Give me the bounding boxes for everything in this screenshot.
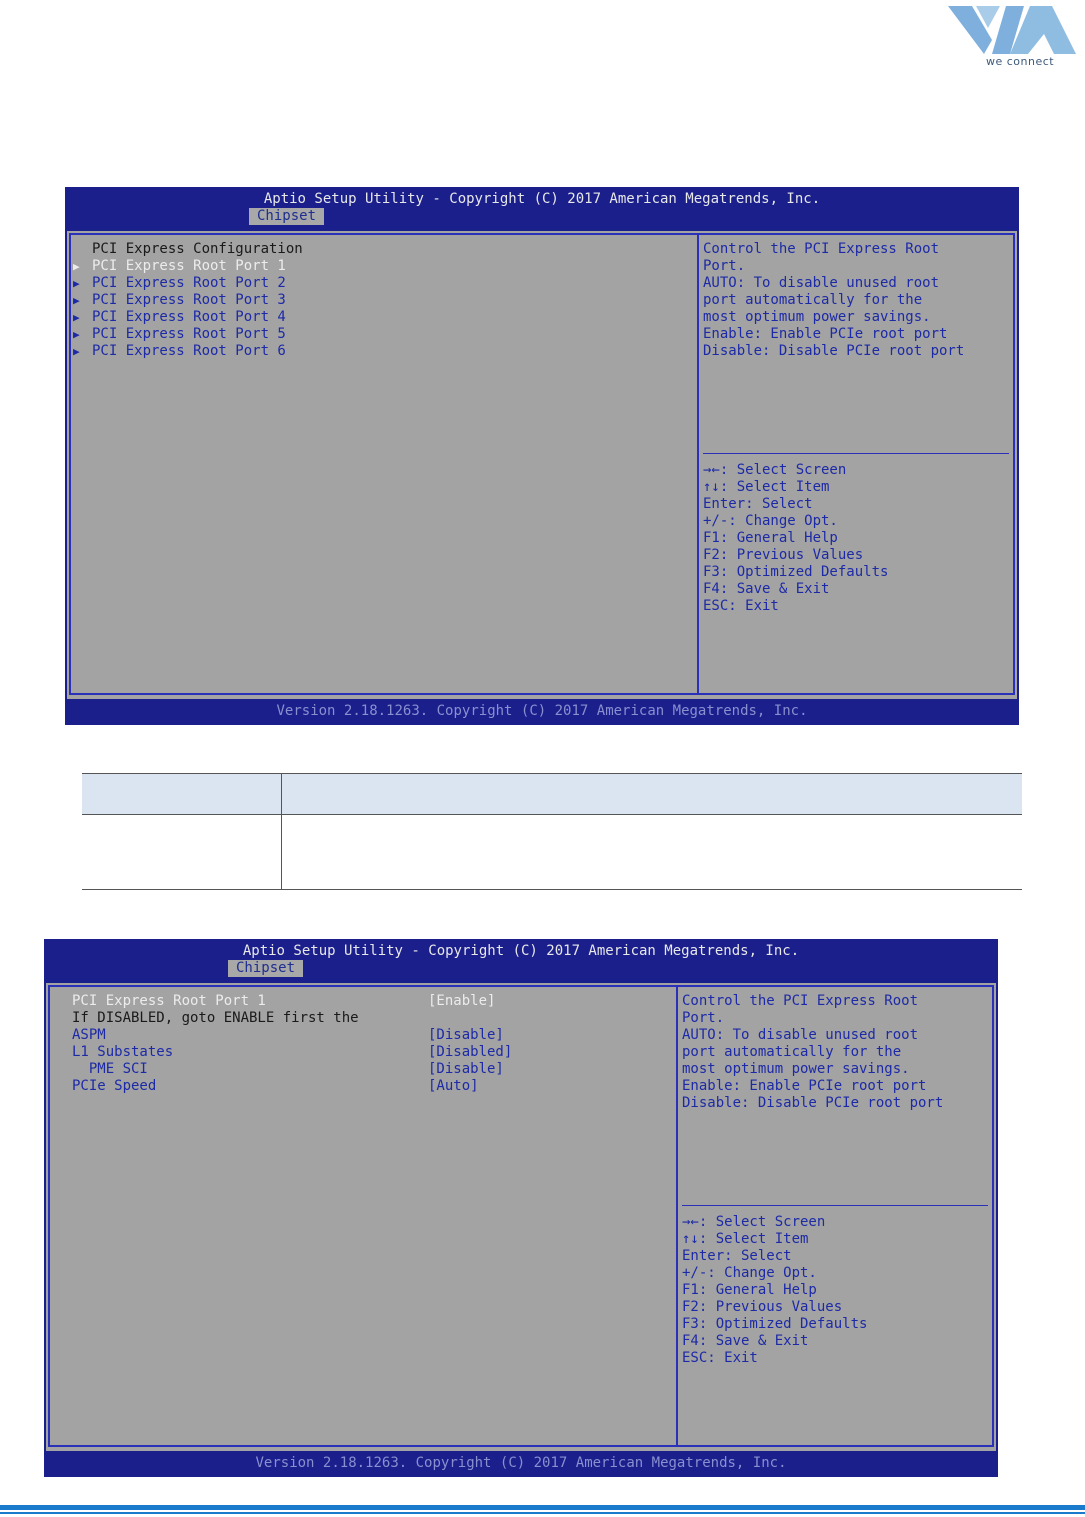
menu-heading: PCI Express Configuration (92, 241, 303, 257)
help-text-line: Enable: Enable PCIe root port (703, 326, 948, 342)
key-hint: ↑↓: Select Item (682, 1231, 809, 1247)
key-hint: Enter: Select (682, 1248, 792, 1264)
table-row (82, 814, 1022, 889)
key-hint: ESC: Exit (682, 1350, 758, 1366)
help-separator (703, 453, 1009, 454)
help-text-line: Disable: Disable PCIe root port (682, 1095, 944, 1111)
menu-item-root-port-2[interactable]: PCI Express Root Port 2 (92, 275, 286, 291)
key-hint: F3: Optimized Defaults (703, 564, 889, 580)
submenu-arrow-icon: ▶ (73, 345, 80, 358)
description-table (82, 773, 1022, 890)
submenu-arrow-icon: ▶ (73, 277, 80, 290)
help-text-line: AUTO: To disable unused root (703, 275, 940, 291)
bios-title: Aptio Setup Utility - Copyright (C) 2017 American Megatrends, Inc. (242, 943, 800, 959)
menu-item-root-port-6[interactable]: PCI Express Root Port 6 (92, 343, 286, 359)
key-hint: F4: Save & Exit (703, 581, 830, 597)
setting-value-aspm[interactable]: [Disable] (428, 1027, 504, 1043)
footer-rule-thin (0, 1512, 1085, 1514)
key-hint: →←: Select Screen (682, 1214, 826, 1230)
panel-divider (676, 985, 678, 1447)
setting-label-pcie-speed[interactable]: PCIe Speed (72, 1078, 157, 1094)
bios-footer: Version 2.18.1263. Copyright (C) 2017 American Megatrends, Inc. (255, 1455, 787, 1471)
setting-label-aspm[interactable]: ASPM (72, 1027, 106, 1043)
help-text-line: port automatically for the (703, 292, 923, 308)
menu-item-root-port-4[interactable]: PCI Express Root Port 4 (92, 309, 286, 325)
bios-title: Aptio Setup Utility - Copyright (C) 2017 American Megatrends, Inc. (263, 191, 821, 207)
key-hint: F1: General Help (703, 530, 838, 546)
submenu-arrow-icon: ▶ (73, 294, 80, 307)
help-text-line: Control the PCI Express Root (703, 241, 940, 257)
bios-screen-1 (65, 187, 1019, 725)
panel-divider (697, 233, 699, 695)
help-text-line: Disable: Disable PCIe root port (703, 343, 965, 359)
menu-item-root-port-5[interactable]: PCI Express Root Port 5 (92, 326, 286, 342)
help-text-line: most optimum power savings. (703, 309, 931, 325)
key-hint: +/-: Change Opt. (682, 1265, 817, 1281)
table-header-row (82, 773, 1022, 815)
help-separator (682, 1205, 988, 1206)
key-hint: F2: Previous Values (682, 1299, 843, 1315)
submenu-arrow-icon: ▶ (73, 311, 80, 324)
menu-item-root-port-3[interactable]: PCI Express Root Port 3 (92, 292, 286, 308)
help-text-line: Enable: Enable PCIe root port (682, 1078, 927, 1094)
bios-body (46, 983, 996, 1451)
help-text-line: AUTO: To disable unused root (682, 1027, 919, 1043)
help-text-line: Control the PCI Express Root (682, 993, 919, 1009)
key-hint: F2: Previous Values (703, 547, 864, 563)
key-hint: F4: Save & Exit (682, 1333, 809, 1349)
submenu-arrow-icon: ▶ (73, 260, 80, 273)
key-hint: →←: Select Screen (703, 462, 847, 478)
setting-label-pme-sci[interactable]: PME SCI (72, 1061, 148, 1077)
help-text-line: most optimum power savings. (682, 1061, 910, 1077)
bios-screen-2 (44, 939, 998, 1477)
key-hint: Enter: Select (703, 496, 813, 512)
setting-value-pcie-speed[interactable]: [Auto] (428, 1078, 479, 1094)
setting-note: If DISABLED, goto ENABLE first the (72, 1010, 359, 1026)
setting-label-root-port-1[interactable]: PCI Express Root Port 1 (72, 993, 266, 1009)
setting-value-root-port-1[interactable]: [Enable] (428, 993, 496, 1009)
logo-tagline: we connect (986, 55, 1055, 68)
tab-chipset[interactable]: Chipset (228, 960, 303, 977)
bios-body (67, 231, 1017, 699)
setting-label-l1-substates[interactable]: L1 Substates (72, 1044, 174, 1060)
setting-value-l1-substates[interactable]: [Disabled] (428, 1044, 513, 1060)
tab-chipset[interactable]: Chipset (249, 208, 324, 225)
key-hint: ESC: Exit (703, 598, 779, 614)
key-hint: ↑↓: Select Item (703, 479, 830, 495)
table-bottom-border (82, 889, 1022, 890)
help-text-line: Port. (682, 1010, 725, 1026)
submenu-arrow-icon: ▶ (73, 328, 80, 341)
setting-value-pme-sci[interactable]: [Disable] (428, 1061, 504, 1077)
key-hint: F3: Optimized Defaults (682, 1316, 868, 1332)
menu-item-root-port-1[interactable]: PCI Express Root Port 1 (92, 258, 286, 274)
key-hint: F1: General Help (682, 1282, 817, 1298)
bios-footer: Version 2.18.1263. Copyright (C) 2017 American Megatrends, Inc. (276, 703, 808, 719)
help-text-line: Port. (703, 258, 746, 274)
help-text-line: port automatically for the (682, 1044, 902, 1060)
key-hint: +/-: Change Opt. (703, 513, 838, 529)
footer-rule (0, 1505, 1085, 1510)
